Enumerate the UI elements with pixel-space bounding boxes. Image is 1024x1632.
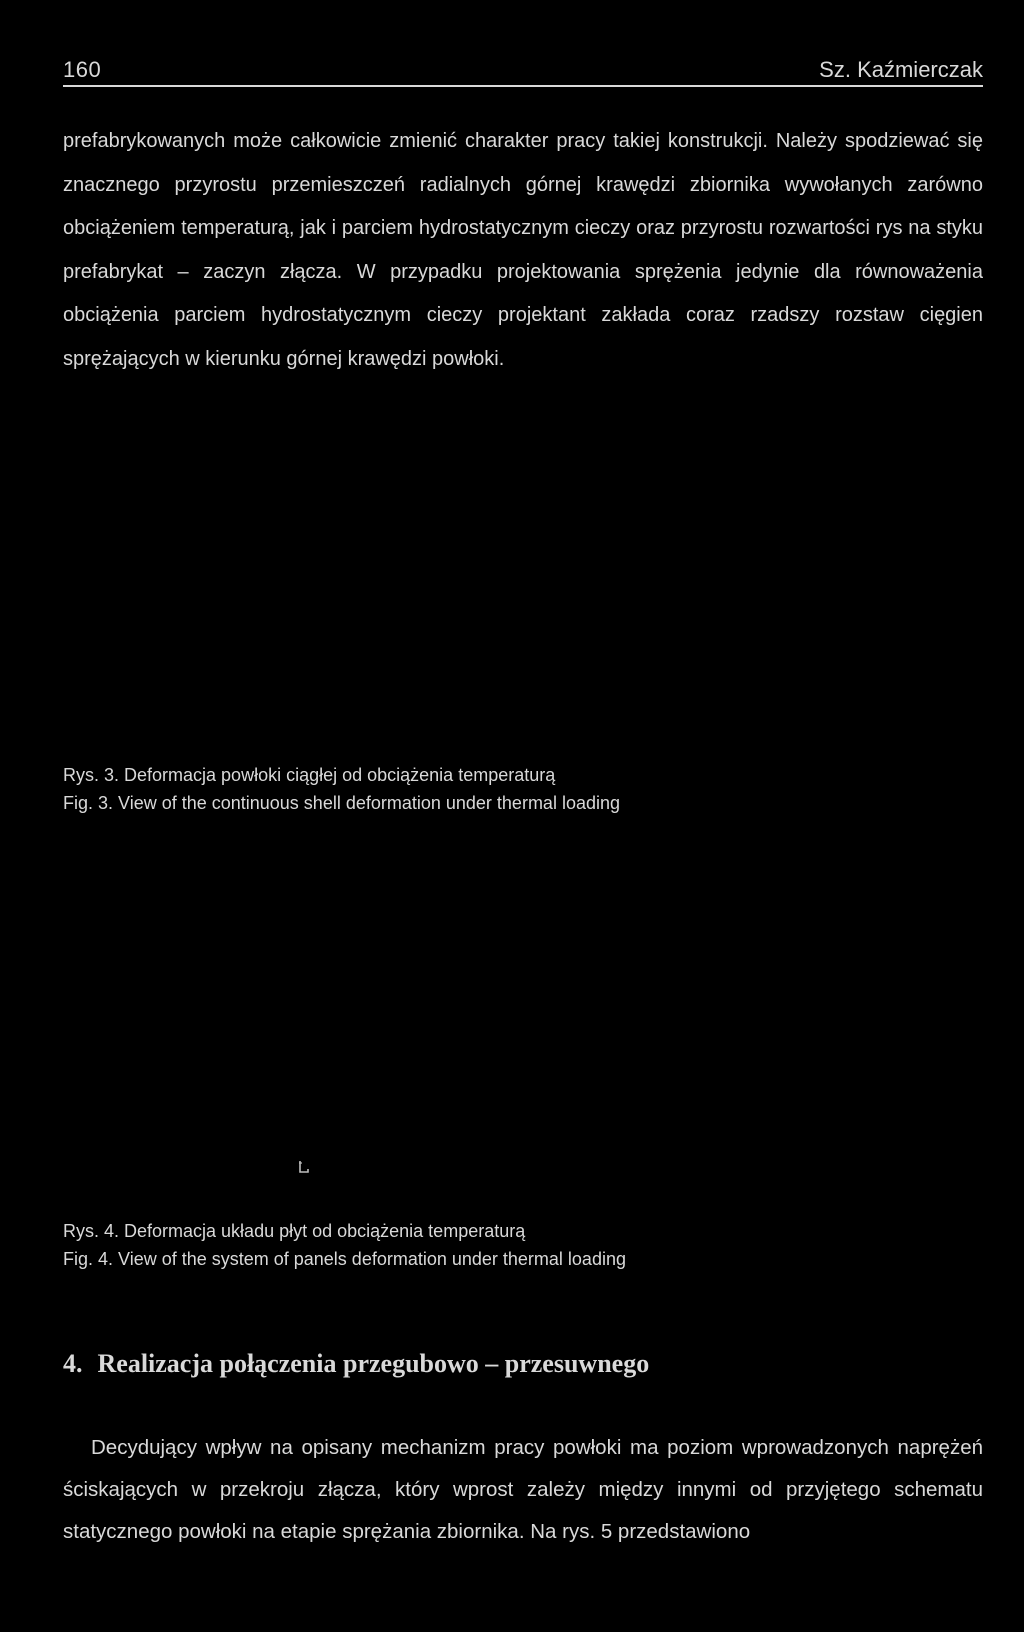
section-title: Realizacja połączenia przegubowo – przesuwnego bbox=[97, 1349, 650, 1378]
page-number: 160 bbox=[63, 57, 102, 82]
figure-3-image bbox=[63, 400, 983, 750]
section-heading bbox=[63, 1347, 649, 1381]
section-number: 4. bbox=[63, 1349, 83, 1378]
running-author: Sz. Kaźmierczak bbox=[819, 57, 983, 82]
figure-3-caption-en: Fig. 3. View of the continuous shell deformation under thermal loading bbox=[63, 793, 620, 813]
body-paragraph-2: Decydujący wpływ na opisany mechanizm pracy powłoki ma poziom wprowadzonych naprężeń ściskających w przekroju złącza, który wprost zależy między innymi od przyjętego schematu statycznego powłoki na etapie sprężania zbiornika. Na rys. 5 przedstawiono bbox=[63, 1436, 983, 1543]
figure-4-caption-en: Fig. 4. View of the system of panels deformation under thermal loading bbox=[63, 1249, 626, 1269]
figure-4-image bbox=[63, 835, 983, 1205]
axis-mark-icon bbox=[298, 1160, 310, 1174]
page-header bbox=[63, 55, 983, 87]
body-paragraph-1: prefabrykowanych może całkowicie zmienić charakter pracy takiej konstrukcji. Należy spodziewać się znacznego przyrostu przemieszczeń radialnych górnej krawędzi zbiornika wywołanych zarówno obciążeniem temperaturą, jak i parciem hydrostatycznym cieczy oraz przyrostu rozwartości rys na styku prefabrykat – zaczyn złącza. W przypadku projektowania sprężenia jedynie dla równoważenia obciążenia parciem hydrostatycznym cieczy projektant zakłada coraz rzadszy rozstaw cięgien sprężających w kierunku górnej krawędzi powłoki. bbox=[63, 130, 983, 370]
figure-3-caption-pl: Rys. 3. Deformacja powłoki ciągłej od obciążenia temperaturą bbox=[63, 765, 556, 785]
figure-4-caption-pl: Rys. 4. Deformacja układu płyt od obciążenia temperaturą bbox=[63, 1221, 526, 1241]
